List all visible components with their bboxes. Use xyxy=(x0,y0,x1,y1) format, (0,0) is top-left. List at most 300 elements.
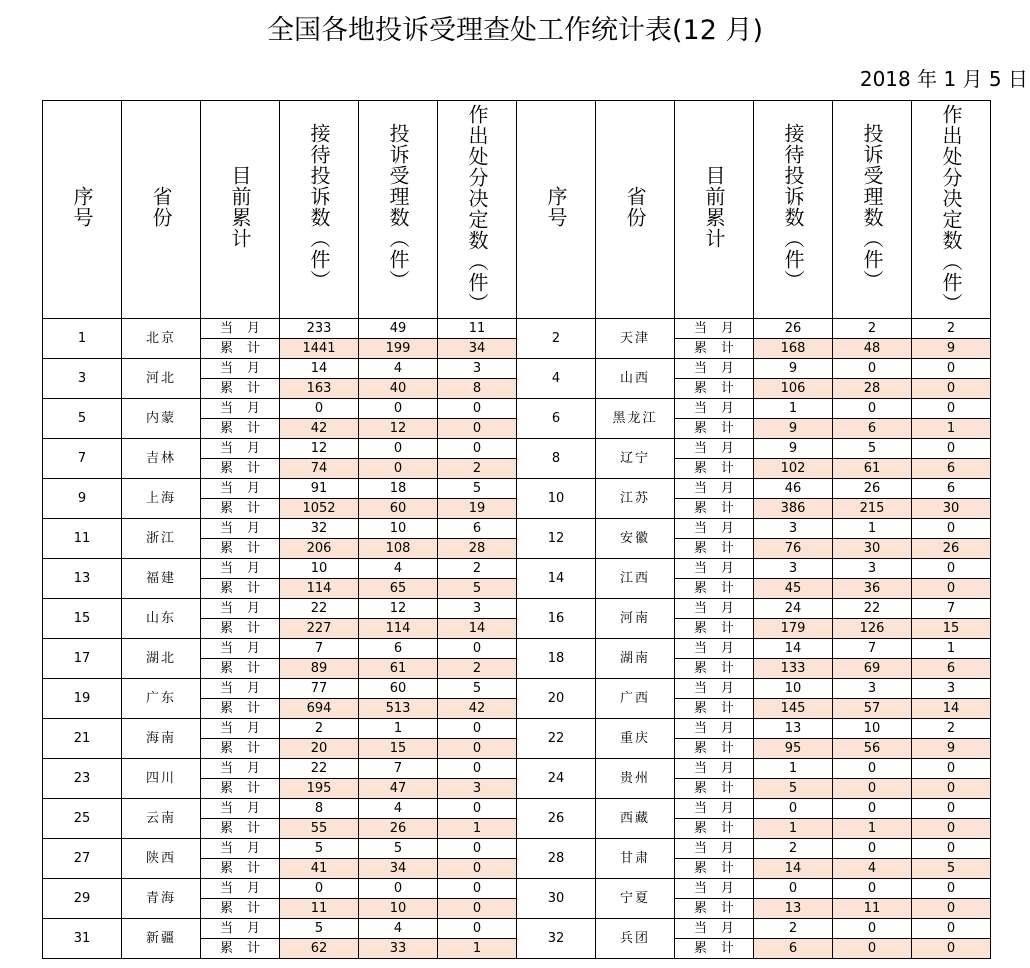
period-label-cumulative: 累计 xyxy=(675,779,754,799)
cumulative-value-cell: 0 xyxy=(438,739,517,759)
month-value-cell: 0 xyxy=(833,839,912,859)
cumulative-value-cell: 61 xyxy=(833,459,912,479)
period-label-month: 当月 xyxy=(201,639,280,659)
cumulative-value-cell: 57 xyxy=(833,699,912,719)
cumulative-value-cell: 5 xyxy=(438,579,517,599)
month-value-cell: 32 xyxy=(280,519,359,539)
period-label-cumulative: 累计 xyxy=(675,659,754,679)
province-cell: 青海 xyxy=(122,879,201,919)
seq-cell: 9 xyxy=(43,479,122,519)
cumulative-value-cell: 55 xyxy=(280,819,359,839)
month-value-cell: 14 xyxy=(280,359,359,379)
period-label-month: 当月 xyxy=(675,319,754,339)
cumulative-value-cell: 0 xyxy=(438,859,517,879)
period-label-cumulative: 累计 xyxy=(201,419,280,439)
month-value-cell: 0 xyxy=(280,879,359,899)
header-decisions-left: 作出处分决定数（件） xyxy=(438,101,517,319)
month-value-cell: 233 xyxy=(280,319,359,339)
period-label-month: 当月 xyxy=(675,559,754,579)
cumulative-value-cell: 76 xyxy=(754,539,833,559)
seq-cell: 10 xyxy=(517,479,596,519)
month-value-cell: 9 xyxy=(754,359,833,379)
cumulative-value-cell: 106 xyxy=(754,379,833,399)
period-label-month: 当月 xyxy=(201,759,280,779)
month-value-cell: 26 xyxy=(833,479,912,499)
month-value-cell: 4 xyxy=(359,919,438,939)
period-label-cumulative: 累计 xyxy=(675,699,754,719)
month-value-cell: 10 xyxy=(280,559,359,579)
table-row-month xyxy=(43,879,991,899)
month-value-cell: 5 xyxy=(280,919,359,939)
seq-cell: 15 xyxy=(43,599,122,639)
month-value-cell: 0 xyxy=(912,879,991,899)
header-seq-right: 序号 xyxy=(517,101,596,319)
period-label-month: 当月 xyxy=(201,599,280,619)
period-label-month: 当月 xyxy=(675,839,754,859)
table-row-month xyxy=(43,439,991,459)
cumulative-value-cell: 126 xyxy=(833,619,912,639)
month-value-cell: 7 xyxy=(359,759,438,779)
period-label-cumulative: 累计 xyxy=(201,379,280,399)
month-value-cell: 46 xyxy=(754,479,833,499)
seq-cell: 24 xyxy=(517,759,596,799)
month-value-cell: 0 xyxy=(438,799,517,819)
cumulative-value-cell: 1 xyxy=(438,939,517,959)
table-row-month xyxy=(43,559,991,579)
month-value-cell: 2 xyxy=(833,319,912,339)
month-value-cell: 7 xyxy=(833,639,912,659)
period-label-cumulative: 累计 xyxy=(201,539,280,559)
cumulative-value-cell: 65 xyxy=(359,579,438,599)
header-accepted-right: 投诉受理数（件） xyxy=(833,101,912,319)
period-label-month: 当月 xyxy=(201,359,280,379)
month-value-cell: 0 xyxy=(833,359,912,379)
cumulative-value-cell: 8 xyxy=(438,379,517,399)
table-row-month xyxy=(43,479,991,499)
cumulative-value-cell: 0 xyxy=(912,939,991,959)
province-cell: 重庆 xyxy=(596,719,675,759)
period-label-cumulative: 累计 xyxy=(201,659,280,679)
province-cell: 天津 xyxy=(596,319,675,359)
province-cell: 安徽 xyxy=(596,519,675,559)
period-label-month: 当月 xyxy=(675,759,754,779)
cumulative-value-cell: 47 xyxy=(359,779,438,799)
cumulative-value-cell: 0 xyxy=(833,939,912,959)
cumulative-value-cell: 199 xyxy=(359,339,438,359)
header-decisions-right: 作出处分决定数（件） xyxy=(912,101,991,319)
header-seq-left: 序号 xyxy=(43,101,122,319)
period-label-cumulative: 累计 xyxy=(201,499,280,519)
month-value-cell: 2 xyxy=(280,719,359,739)
period-label-month: 当月 xyxy=(201,719,280,739)
period-label-cumulative: 累计 xyxy=(675,739,754,759)
seq-cell: 19 xyxy=(43,679,122,719)
period-label-cumulative: 累计 xyxy=(675,379,754,399)
cumulative-value-cell: 1 xyxy=(833,819,912,839)
month-value-cell: 5 xyxy=(833,439,912,459)
seq-cell: 7 xyxy=(43,439,122,479)
month-value-cell: 2 xyxy=(754,839,833,859)
seq-cell: 5 xyxy=(43,399,122,439)
month-value-cell: 5 xyxy=(359,839,438,859)
seq-cell: 2 xyxy=(517,319,596,359)
month-value-cell: 1 xyxy=(912,639,991,659)
cumulative-value-cell: 28 xyxy=(833,379,912,399)
province-cell: 黑龙江 xyxy=(596,399,675,439)
cumulative-value-cell: 163 xyxy=(280,379,359,399)
period-label-month: 当月 xyxy=(201,519,280,539)
cumulative-value-cell: 145 xyxy=(754,699,833,719)
cumulative-value-cell: 102 xyxy=(754,459,833,479)
cumulative-value-cell: 227 xyxy=(280,619,359,639)
cumulative-value-cell: 0 xyxy=(912,899,991,919)
cumulative-value-cell: 45 xyxy=(754,579,833,599)
cumulative-value-cell: 1 xyxy=(754,819,833,839)
cumulative-value-cell: 386 xyxy=(754,499,833,519)
month-value-cell: 0 xyxy=(833,879,912,899)
month-value-cell: 22 xyxy=(280,759,359,779)
province-cell: 西藏 xyxy=(596,799,675,839)
province-cell: 甘肃 xyxy=(596,839,675,879)
month-value-cell: 14 xyxy=(754,639,833,659)
month-value-cell: 1 xyxy=(359,719,438,739)
province-cell: 江苏 xyxy=(596,479,675,519)
month-value-cell: 1 xyxy=(754,759,833,779)
cumulative-value-cell: 61 xyxy=(359,659,438,679)
month-value-cell: 4 xyxy=(359,799,438,819)
seq-cell: 3 xyxy=(43,359,122,399)
month-value-cell: 0 xyxy=(359,399,438,419)
table-row-month xyxy=(43,919,991,939)
cumulative-value-cell: 11 xyxy=(833,899,912,919)
cumulative-value-cell: 34 xyxy=(359,859,438,879)
period-label-cumulative: 累计 xyxy=(201,819,280,839)
cumulative-value-cell: 36 xyxy=(833,579,912,599)
cumulative-value-cell: 14 xyxy=(438,619,517,639)
cumulative-value-cell: 30 xyxy=(833,539,912,559)
period-label-month: 当月 xyxy=(201,479,280,499)
seq-cell: 25 xyxy=(43,799,122,839)
cumulative-value-cell: 11 xyxy=(280,899,359,919)
month-value-cell: 3 xyxy=(438,599,517,619)
month-value-cell: 60 xyxy=(359,679,438,699)
month-value-cell: 12 xyxy=(280,439,359,459)
seq-cell: 20 xyxy=(517,679,596,719)
month-value-cell: 5 xyxy=(438,679,517,699)
seq-cell: 21 xyxy=(43,719,122,759)
cumulative-value-cell: 1 xyxy=(912,419,991,439)
month-value-cell: 0 xyxy=(438,879,517,899)
month-value-cell: 0 xyxy=(912,359,991,379)
month-value-cell: 0 xyxy=(912,799,991,819)
cumulative-value-cell: 694 xyxy=(280,699,359,719)
province-cell: 四川 xyxy=(122,759,201,799)
period-label-cumulative: 累计 xyxy=(675,539,754,559)
period-label-month: 当月 xyxy=(675,799,754,819)
period-label-month: 当月 xyxy=(675,679,754,699)
month-value-cell: 3 xyxy=(912,679,991,699)
province-cell: 宁夏 xyxy=(596,879,675,919)
month-value-cell: 0 xyxy=(754,799,833,819)
cumulative-value-cell: 89 xyxy=(280,659,359,679)
cumulative-value-cell: 15 xyxy=(359,739,438,759)
period-label-cumulative: 累计 xyxy=(201,699,280,719)
table-row-month xyxy=(43,399,991,419)
cumulative-value-cell: 0 xyxy=(359,459,438,479)
seq-cell: 6 xyxy=(517,399,596,439)
province-cell: 广东 xyxy=(122,679,201,719)
cumulative-value-cell: 9 xyxy=(912,339,991,359)
month-value-cell: 0 xyxy=(833,759,912,779)
seq-cell: 23 xyxy=(43,759,122,799)
cumulative-value-cell: 215 xyxy=(833,499,912,519)
seq-cell: 29 xyxy=(43,879,122,919)
period-label-cumulative: 累计 xyxy=(675,899,754,919)
month-value-cell: 0 xyxy=(833,799,912,819)
cumulative-value-cell: 10 xyxy=(359,899,438,919)
cumulative-value-cell: 6 xyxy=(912,659,991,679)
cumulative-value-cell: 5 xyxy=(912,859,991,879)
month-value-cell: 0 xyxy=(912,519,991,539)
cumulative-value-cell: 15 xyxy=(912,619,991,639)
cumulative-value-cell: 60 xyxy=(359,499,438,519)
cumulative-value-cell: 74 xyxy=(280,459,359,479)
cumulative-value-cell: 6 xyxy=(754,939,833,959)
month-value-cell: 0 xyxy=(438,719,517,739)
month-value-cell: 11 xyxy=(438,319,517,339)
period-label-cumulative: 累计 xyxy=(675,859,754,879)
seq-cell: 16 xyxy=(517,599,596,639)
month-value-cell: 0 xyxy=(438,399,517,419)
cumulative-value-cell: 0 xyxy=(833,779,912,799)
month-value-cell: 5 xyxy=(280,839,359,859)
month-value-cell: 0 xyxy=(912,559,991,579)
period-label-cumulative: 累计 xyxy=(675,939,754,959)
seq-cell: 8 xyxy=(517,439,596,479)
month-value-cell: 24 xyxy=(754,599,833,619)
cumulative-value-cell: 0 xyxy=(912,779,991,799)
period-label-month: 当月 xyxy=(675,479,754,499)
period-label-month: 当月 xyxy=(201,839,280,859)
period-label-cumulative: 累计 xyxy=(675,619,754,639)
seq-cell: 14 xyxy=(517,559,596,599)
cumulative-value-cell: 95 xyxy=(754,739,833,759)
header-province-left: 省份 xyxy=(122,101,201,319)
cumulative-value-cell: 1052 xyxy=(280,499,359,519)
period-label-cumulative: 累计 xyxy=(201,899,280,919)
cumulative-value-cell: 6 xyxy=(912,459,991,479)
month-value-cell: 18 xyxy=(359,479,438,499)
header-received-left: 接待投诉数（件） xyxy=(280,101,359,319)
period-label-month: 当月 xyxy=(675,879,754,899)
cumulative-value-cell: 40 xyxy=(359,379,438,399)
table-row-month xyxy=(43,639,991,659)
month-value-cell: 91 xyxy=(280,479,359,499)
period-label-month: 当月 xyxy=(201,799,280,819)
month-value-cell: 12 xyxy=(359,599,438,619)
province-cell: 山西 xyxy=(596,359,675,399)
month-value-cell: 7 xyxy=(280,639,359,659)
month-value-cell: 0 xyxy=(833,399,912,419)
month-value-cell: 6 xyxy=(438,519,517,539)
month-value-cell: 1 xyxy=(754,399,833,419)
province-cell: 河北 xyxy=(122,359,201,399)
cumulative-value-cell: 26 xyxy=(359,819,438,839)
month-value-cell: 3 xyxy=(833,559,912,579)
table-row-month xyxy=(43,319,991,339)
province-cell: 广西 xyxy=(596,679,675,719)
month-value-cell: 9 xyxy=(754,439,833,459)
cumulative-value-cell: 1 xyxy=(438,819,517,839)
cumulative-value-cell: 2 xyxy=(438,659,517,679)
cumulative-value-cell: 26 xyxy=(912,539,991,559)
cumulative-value-cell: 4 xyxy=(833,859,912,879)
seq-cell: 27 xyxy=(43,839,122,879)
header-received-right: 接待投诉数（件） xyxy=(754,101,833,319)
cumulative-value-cell: 42 xyxy=(438,699,517,719)
period-label-cumulative: 累计 xyxy=(675,419,754,439)
month-value-cell: 10 xyxy=(359,519,438,539)
seq-cell: 4 xyxy=(517,359,596,399)
seq-cell: 13 xyxy=(43,559,122,599)
period-label-month: 当月 xyxy=(675,599,754,619)
month-value-cell: 10 xyxy=(833,719,912,739)
statistics-table xyxy=(42,100,991,959)
table-row-month xyxy=(43,359,991,379)
period-label-cumulative: 累计 xyxy=(201,579,280,599)
table-row-month xyxy=(43,679,991,699)
cumulative-value-cell: 513 xyxy=(359,699,438,719)
period-label-month: 当月 xyxy=(675,439,754,459)
cumulative-value-cell: 28 xyxy=(438,539,517,559)
month-value-cell: 7 xyxy=(912,599,991,619)
cumulative-value-cell: 0 xyxy=(912,579,991,599)
table-row-month xyxy=(43,839,991,859)
cumulative-value-cell: 56 xyxy=(833,739,912,759)
month-value-cell: 0 xyxy=(280,399,359,419)
period-label-month: 当月 xyxy=(201,679,280,699)
cumulative-value-cell: 133 xyxy=(754,659,833,679)
month-value-cell: 0 xyxy=(359,879,438,899)
period-label-month: 当月 xyxy=(675,399,754,419)
month-value-cell: 0 xyxy=(438,759,517,779)
seq-cell: 12 xyxy=(517,519,596,559)
cumulative-value-cell: 13 xyxy=(754,899,833,919)
period-label-month: 当月 xyxy=(675,919,754,939)
period-label-month: 当月 xyxy=(675,639,754,659)
province-cell: 辽宁 xyxy=(596,439,675,479)
cumulative-value-cell: 42 xyxy=(280,419,359,439)
month-value-cell: 6 xyxy=(912,479,991,499)
province-cell: 兵团 xyxy=(596,919,675,959)
period-label-month: 当月 xyxy=(675,719,754,739)
province-cell: 陕西 xyxy=(122,839,201,879)
province-cell: 北京 xyxy=(122,319,201,359)
cumulative-value-cell: 48 xyxy=(833,339,912,359)
month-value-cell: 0 xyxy=(438,639,517,659)
table-row-month xyxy=(43,599,991,619)
cumulative-value-cell: 33 xyxy=(359,939,438,959)
month-value-cell: 13 xyxy=(754,719,833,739)
cumulative-value-cell: 0 xyxy=(912,379,991,399)
seq-cell: 30 xyxy=(517,879,596,919)
cumulative-value-cell: 9 xyxy=(912,739,991,759)
province-cell: 山东 xyxy=(122,599,201,639)
cumulative-value-cell: 206 xyxy=(280,539,359,559)
cumulative-value-cell: 69 xyxy=(833,659,912,679)
period-label-cumulative: 累计 xyxy=(675,459,754,479)
cumulative-value-cell: 6 xyxy=(833,419,912,439)
cumulative-value-cell: 114 xyxy=(280,579,359,599)
province-cell: 吉林 xyxy=(122,439,201,479)
province-cell: 上海 xyxy=(122,479,201,519)
period-label-cumulative: 累计 xyxy=(201,619,280,639)
cumulative-value-cell: 1441 xyxy=(280,339,359,359)
cumulative-value-cell: 19 xyxy=(438,499,517,519)
header-province-right: 省份 xyxy=(596,101,675,319)
month-value-cell: 3 xyxy=(438,359,517,379)
seq-cell: 18 xyxy=(517,639,596,679)
cumulative-value-cell: 9 xyxy=(754,419,833,439)
month-value-cell: 6 xyxy=(359,639,438,659)
cumulative-value-cell: 0 xyxy=(438,419,517,439)
seq-cell: 1 xyxy=(43,319,122,359)
cumulative-value-cell: 12 xyxy=(359,419,438,439)
period-label-month: 当月 xyxy=(201,879,280,899)
month-value-cell: 0 xyxy=(438,919,517,939)
month-value-cell: 22 xyxy=(833,599,912,619)
report-date: 2018 年 1 月 5 日 xyxy=(859,67,1028,91)
month-value-cell: 0 xyxy=(912,439,991,459)
cumulative-value-cell: 108 xyxy=(359,539,438,559)
month-value-cell: 3 xyxy=(833,679,912,699)
province-cell: 新疆 xyxy=(122,919,201,959)
province-cell: 海南 xyxy=(122,719,201,759)
cumulative-value-cell: 5 xyxy=(754,779,833,799)
period-label-month: 当月 xyxy=(675,519,754,539)
cumulative-value-cell: 195 xyxy=(280,779,359,799)
period-label-cumulative: 累计 xyxy=(675,579,754,599)
cumulative-value-cell: 20 xyxy=(280,739,359,759)
month-value-cell: 8 xyxy=(280,799,359,819)
cumulative-value-cell: 14 xyxy=(912,699,991,719)
period-label-month: 当月 xyxy=(201,399,280,419)
month-value-cell: 2 xyxy=(912,719,991,739)
period-label-month: 当月 xyxy=(675,359,754,379)
table-row-month xyxy=(43,519,991,539)
month-value-cell: 2 xyxy=(912,319,991,339)
period-label-month: 当月 xyxy=(201,319,280,339)
month-value-cell: 4 xyxy=(359,559,438,579)
province-cell: 内蒙 xyxy=(122,399,201,439)
header-period-left: 目前累计 xyxy=(201,101,280,319)
month-value-cell: 2 xyxy=(754,919,833,939)
month-value-cell: 0 xyxy=(438,439,517,459)
month-value-cell: 0 xyxy=(359,439,438,459)
month-value-cell: 3 xyxy=(754,519,833,539)
cumulative-value-cell: 34 xyxy=(438,339,517,359)
table-row-month xyxy=(43,799,991,819)
seq-cell: 26 xyxy=(517,799,596,839)
table-row-month xyxy=(43,759,991,779)
month-value-cell: 22 xyxy=(280,599,359,619)
month-value-cell: 3 xyxy=(754,559,833,579)
period-label-cumulative: 累计 xyxy=(201,739,280,759)
province-cell: 浙江 xyxy=(122,519,201,559)
province-cell: 河南 xyxy=(596,599,675,639)
table-body xyxy=(43,101,991,959)
cumulative-value-cell: 30 xyxy=(912,499,991,519)
